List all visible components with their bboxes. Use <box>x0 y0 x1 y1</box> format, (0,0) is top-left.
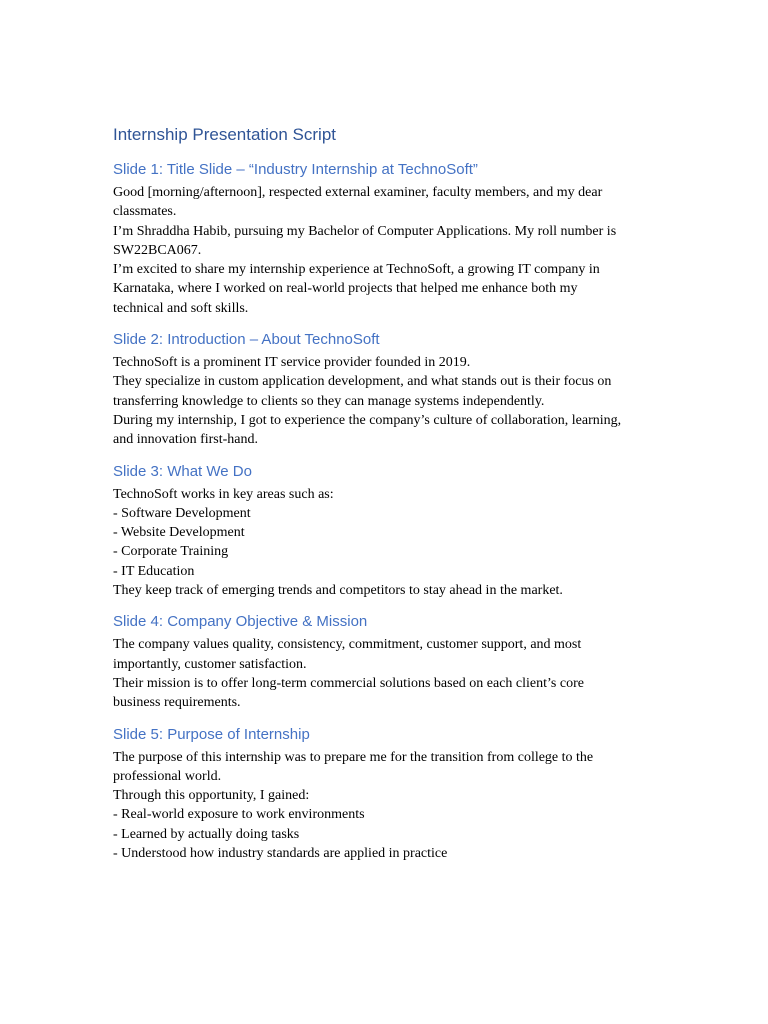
body-text-line: TechnoSoft is a prominent IT service provider founded in 2019. <box>113 355 471 371</box>
body-text-line: The purpose of this internship was to prepare me for the transition from college to the <box>113 749 594 765</box>
body-text-line: Through this opportunity, I gained: <box>113 788 310 804</box>
sections-container <box>113 160 653 863</box>
body-text-line: - Software Development <box>113 505 251 521</box>
body-text-line: importantly, customer satisfaction. <box>113 656 307 672</box>
body-text-line: They specialize in custom application development, and what stands out is their focus on <box>113 374 612 390</box>
body-text-line: The company values quality, consistency, commitment, customer support, and most <box>113 637 582 653</box>
body-text-line: - Real-world exposure to work environments <box>113 807 365 823</box>
body-text-line: Their mission is to offer long-term commercial solutions based on each client’s core <box>113 675 584 691</box>
document-body <box>113 124 653 875</box>
body-text-line: professional world. <box>113 768 222 784</box>
body-text-line: During my internship, I got to experience the company’s culture of collaboration, learning, <box>113 412 622 428</box>
body-text-line: classmates. <box>113 204 177 220</box>
document-title: Internship Presentation Script <box>113 125 337 144</box>
body-text-line: - Learned by actually doing tasks <box>113 826 300 842</box>
section-slide-2 <box>113 330 653 449</box>
body-text-line: I’m Shraddha Habib, pursuing my Bachelor of Computer Applications. My roll number is <box>113 223 617 239</box>
section-heading: Slide 1: Title Slide – “Industry Internship at TechnoSoft” <box>113 161 478 178</box>
body-text-line: business requirements. <box>113 695 241 711</box>
section-heading: Slide 3: What We Do <box>113 462 252 480</box>
section-heading: Slide 4: Company Objective & Mission <box>113 613 368 631</box>
body-text-line: TechnoSoft works in key areas such as: <box>113 486 334 502</box>
body-text-line: I’m excited to share my internship experience at TechnoSoft, a growing IT company in <box>113 262 600 278</box>
body-text-line: SW22BCA067. <box>113 242 202 258</box>
section-heading: Slide 5: Purpose of Internship <box>113 725 310 743</box>
body-text-line: technical and soft skills. <box>113 300 249 316</box>
body-text-line: transferring knowledge to clients so they can manage systems independently. <box>113 393 545 409</box>
body-text-line: - Website Development <box>113 525 245 541</box>
section-slide-1 <box>113 160 653 318</box>
body-text-line: and innovation first-hand. <box>113 432 259 448</box>
section-slide-5 <box>113 725 653 864</box>
section-slide-3 <box>113 462 653 601</box>
body-text-line: Good [morning/afternoon], respected external examiner, faculty members, and my dear <box>113 185 603 200</box>
section-heading: Slide 2: Introduction – About TechnoSoft <box>113 331 380 349</box>
body-text-line: Karnataka, where I worked on real-world projects that helped me enhance both my <box>113 281 578 297</box>
body-text-line: - Corporate Training <box>113 544 229 560</box>
body-text-line: - Understood how industry standards are applied in practice <box>113 846 448 862</box>
body-text-line: - IT Education <box>113 563 195 579</box>
body-text-line: They keep track of emerging trends and competitors to stay ahead in the market. <box>113 583 563 599</box>
section-slide-4 <box>113 612 653 712</box>
